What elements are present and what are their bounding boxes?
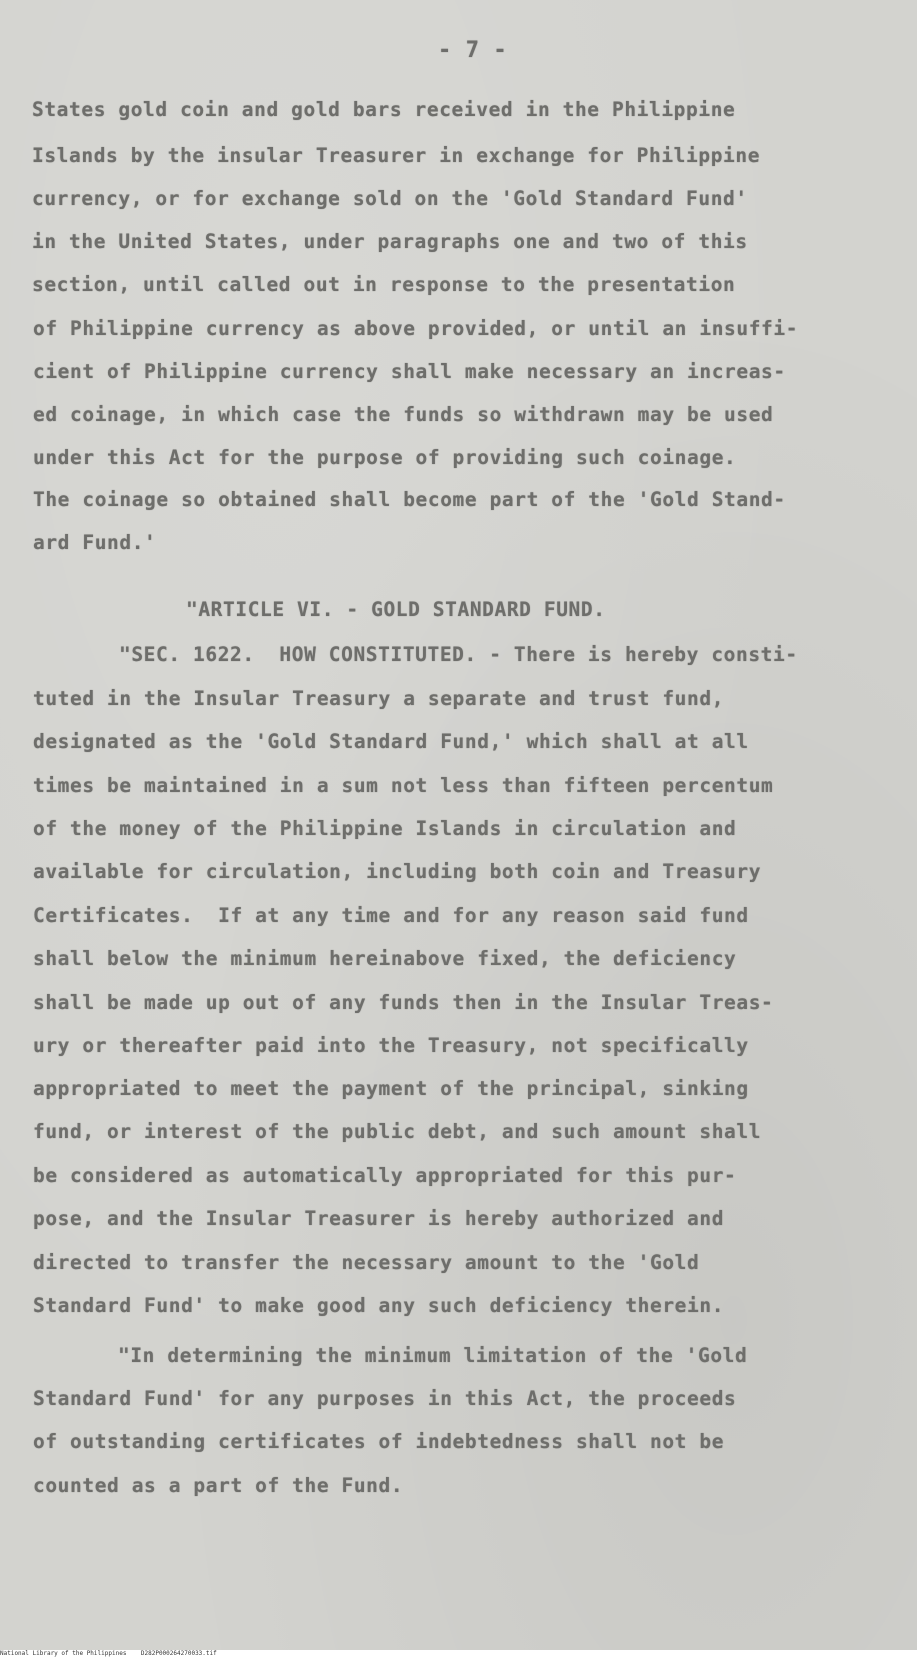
text-line: be considered as automatically appropriated for this pur- [33,1164,737,1187]
text-line: cient of Philippine currency shall make necessary an increas- [33,360,786,383]
text-line: of the money of the Philippine Islands in circulation and [33,817,737,840]
text-line: pose, and the Insular Treasurer is hereby authorized and [33,1207,725,1230]
text-line: tuted in the Insular Treasury a separate and trust fund, [33,687,725,710]
text-line: designated as the 'Gold Standard Fund,' which shall at all [33,730,749,753]
text-line: currency, or for exchange sold on the 'Gold Standard Fund' [32,187,748,210]
text-line: of Philippine currency as above provided, or until an insuffi- [33,317,799,340]
text-line: ury or thereafter paid into the Treasury, not specifically [33,1034,749,1057]
text-line: under this Act for the purpose of providing such coinage. [33,446,737,469]
text-line: counted as a part of the Fund. [33,1474,404,1497]
text-line: available for circulation, including both coin and Treasury [33,860,762,883]
page-number: - 7 - [438,38,508,63]
text-line: appropriated to meet the payment of the principal, sinking [33,1077,749,1100]
text-line: section, until called out in response to the presentation [32,273,736,296]
text-line: times be maintained in a sum not less than fifteen percentum [33,774,774,797]
text-line: "ARTICLE VI. - GOLD STANDARD FUND. [186,598,606,621]
text-line: shall be made up out of any funds then in the Insular Treas- [33,991,774,1014]
text-line: Standard Fund' for any purposes in this Act, the proceeds [33,1387,737,1410]
text-line: Islands by the insular Treasurer in exchange for Philippine [32,144,761,167]
scan-footer: National Library of the Philippines D282P000264270033.tif [0,1650,917,1658]
text-line: shall below the minimum hereinabove fixed, the deficiency [33,947,737,970]
text-line: fund, or interest of the public debt, and such amount shall [33,1120,762,1143]
text-line: Certificates. If at any time and for any reason said fund [33,904,749,927]
text-line: Standard Fund' to make good any such deficiency therein. [33,1294,725,1317]
text-line: States gold coin and gold bars received in the Philippine [32,98,736,121]
text-line: "In determining the minimum limitation of the 'Gold [118,1344,748,1367]
text-line: of outstanding certificates of indebtedness shall not be [33,1430,725,1453]
text-line: in the United States, under paragraphs one and two of this [32,230,748,253]
text-line: ard Fund.' [33,531,157,554]
text-line: directed to transfer the necessary amount to the 'Gold [33,1251,700,1274]
text-line: ed coinage, in which case the funds so withdrawn may be used [33,403,774,426]
text-line: The coinage so obtained shall become part of the 'Gold Stand- [33,488,786,511]
text-line: "SEC. 1622. HOW CONSTITUTED. - There is hereby consti- [119,643,798,666]
